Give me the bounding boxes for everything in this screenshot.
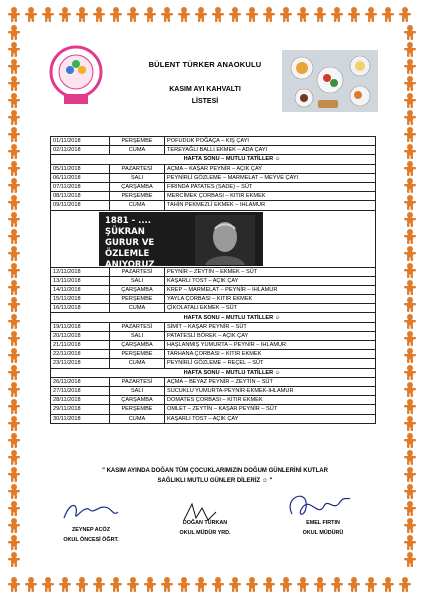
gingerbread-figure-icon <box>404 450 416 465</box>
gingerbread-figure-icon <box>8 178 20 193</box>
menu-item: SİMİT – KAŞAR PEYNİR – SÜT <box>165 322 376 331</box>
gingerbread-figure-icon <box>404 93 416 108</box>
gingerbread-figure-icon <box>280 577 292 592</box>
menu-item: SUCUKLU YUMURTA-PEYNİR-EKMEK-IHLAMUR <box>165 386 376 395</box>
gingerbread-figure-icon <box>8 484 20 499</box>
gingerbread-figure-icon <box>161 7 173 22</box>
menu-item: TEREYAĞLI BALLI EKMEK – ADA ÇAYI <box>165 146 376 155</box>
menu-date: 27/11/2018 <box>51 386 110 395</box>
gingerbread-figure-icon <box>404 501 416 516</box>
gingerbread-figure-icon <box>404 314 416 329</box>
menu-row <box>51 164 376 173</box>
menu-day: ÇARŞAMBA <box>110 285 165 294</box>
gingerbread-figure-icon <box>76 577 88 592</box>
menu-row <box>51 304 376 313</box>
weekend-row <box>51 155 376 164</box>
gingerbread-figure-icon <box>404 518 416 533</box>
signature-1-scribble <box>60 498 120 526</box>
gingerbread-figure-icon <box>178 7 190 22</box>
gingerbread-figure-icon <box>404 263 416 278</box>
menu-date: 06/11/2018 <box>51 173 110 182</box>
gingerbread-figure-icon <box>404 229 416 244</box>
gingerbread-figure-icon <box>348 577 360 592</box>
gingerbread-figure-icon <box>246 7 258 22</box>
menu-date: 15/11/2018 <box>51 295 110 304</box>
gingerbread-figure-icon <box>8 501 20 516</box>
menu-day: CUMA <box>110 146 165 155</box>
gingerbread-figure-icon <box>212 577 224 592</box>
gingerbread-figure-icon <box>404 535 416 550</box>
banner-line: 1881 - .... <box>105 215 152 226</box>
menu-row <box>51 396 376 405</box>
menu-day: CUMA <box>110 414 165 423</box>
gingerbread-figure-icon <box>382 7 394 22</box>
banner-line: ANIYORUZ <box>105 259 155 266</box>
gingerbread-figure-icon <box>404 178 416 193</box>
gingerbread-figure-icon <box>178 577 190 592</box>
gingerbread-figure-icon <box>8 331 20 346</box>
gingerbread-figure-icon <box>8 59 20 74</box>
menu-day: PAZARTESİ <box>110 267 165 276</box>
gingerbread-figure-icon <box>280 7 292 22</box>
banner-line: ÖZLEMLE <box>105 248 150 259</box>
gingerbread-figure-icon <box>314 577 326 592</box>
menu-date: 20/11/2018 <box>51 331 110 340</box>
menu-day: PERŞEMBE <box>110 192 165 201</box>
gingerbread-figure-icon <box>59 7 71 22</box>
gingerbread-figure-icon <box>8 246 20 261</box>
gingerbread-figure-icon <box>404 399 416 414</box>
menu-row <box>51 173 376 182</box>
gingerbread-figure-icon <box>404 25 416 40</box>
gingerbread-figure-icon <box>8 7 20 22</box>
menu-date: 02/11/2018 <box>51 146 110 155</box>
gingerbread-figure-icon <box>8 263 20 278</box>
commemoration-banner <box>99 212 263 266</box>
gingerbread-figure-icon <box>8 416 20 431</box>
gingerbread-figure-icon <box>365 577 377 592</box>
menu-date: 29/11/2018 <box>51 405 110 414</box>
gingerbread-figure-icon <box>229 7 241 22</box>
menu-date: 05/11/2018 <box>51 164 110 173</box>
menu-date: 08/11/2018 <box>51 192 110 201</box>
gingerbread-figure-icon <box>76 7 88 22</box>
gingerbread-figure-icon <box>404 195 416 210</box>
signature-title: OKUL ÖNCESİ ÖĞRT. <box>63 537 119 543</box>
menu-date: 14/11/2018 <box>51 285 110 294</box>
commemoration-banner-cell <box>51 210 376 267</box>
gingerbread-figure-icon <box>42 577 54 592</box>
gingerbread-figure-icon <box>8 382 20 397</box>
menu-row <box>51 350 376 359</box>
gingerbread-figure-icon <box>8 144 20 159</box>
menu-item: YAYLA ÇORBASI – KITIR EKMEK <box>165 295 376 304</box>
weekend-row <box>51 313 376 322</box>
menu-date: 13/11/2018 <box>51 276 110 285</box>
commemoration-banner-row <box>51 210 376 267</box>
gingerbread-figure-icon <box>8 467 20 482</box>
banner-text <box>105 216 155 266</box>
menu-item: KAŞARLI TOST – AÇIK ÇAY <box>165 276 376 285</box>
menu-item: MERCİMEK ÇORBASI – KITIR EKMEK <box>165 192 376 201</box>
gingerbread-figure-icon <box>404 246 416 261</box>
menu-day: PERŞEMBE <box>110 405 165 414</box>
gingerbread-figure-icon <box>382 577 394 592</box>
gingerbread-figure-icon <box>404 144 416 159</box>
gingerbread-figure-icon <box>110 7 122 22</box>
gingerbread-figure-icon <box>404 416 416 431</box>
menu-day: ÇARŞAMBA <box>110 182 165 191</box>
signature-name: ZEYNEP ACÖZ <box>71 527 111 533</box>
gingerbread-figure-icon <box>297 577 309 592</box>
menu-day: ÇARŞAMBA <box>110 341 165 350</box>
signature-block-3 <box>278 520 368 536</box>
menu-day: PAZARTESİ <box>110 164 165 173</box>
menu-day: PERŞEMBE <box>110 295 165 304</box>
menu-date: 30/11/2018 <box>51 414 110 423</box>
menu-row <box>51 285 376 294</box>
menu-item: POFUDUK POĞAÇA – KIŞ ÇAYI <box>165 137 376 146</box>
gingerbread-figure-icon <box>8 399 20 414</box>
gingerbread-figure-icon <box>8 161 20 176</box>
menu-row <box>51 341 376 350</box>
gingerbread-figure-icon <box>404 297 416 312</box>
gingerbread-figure-icon <box>314 7 326 22</box>
school-name: BÜLENT TÜRKER ANAOKULU <box>148 60 262 69</box>
gingerbread-figure-icon <box>8 110 20 125</box>
menu-day: CUMA <box>110 359 165 368</box>
signature-block-2 <box>160 520 250 536</box>
menu-item: FIRINDA PATATES (SADE) – SÜT <box>165 182 376 191</box>
menu-date: 01/11/2018 <box>51 137 110 146</box>
menu-row <box>51 405 376 414</box>
gingerbread-figure-icon <box>110 577 122 592</box>
menu-item: HAŞLANMIŞ YUMURTA – PEYNİR – IHLAMUR <box>165 341 376 350</box>
menu-date: 21/11/2018 <box>51 341 110 350</box>
menu-day: SALI <box>110 331 165 340</box>
menu-row <box>51 414 376 423</box>
gingerbread-figure-icon <box>263 577 275 592</box>
gingerbread-figure-icon <box>404 433 416 448</box>
menu-row <box>51 267 376 276</box>
menu-item: ÇİKOLATALI EKMEK – SÜT <box>165 304 376 313</box>
gingerbread-figure-icon <box>8 365 20 380</box>
gingerbread-figure-icon <box>93 7 105 22</box>
gingerbread-figure-icon <box>297 7 309 22</box>
menu-row <box>51 192 376 201</box>
menu-date: 09/11/2018 <box>51 201 110 210</box>
gingerbread-figure-icon <box>8 450 20 465</box>
gingerbread-figure-icon <box>365 7 377 22</box>
menu-row <box>51 377 376 386</box>
menu-row <box>51 201 376 210</box>
menu-day: CUMA <box>110 304 165 313</box>
signature-name: EMEL FIRTIN <box>306 520 340 526</box>
gingerbread-figure-icon <box>404 365 416 380</box>
menu-item: PEYNİRLİ GÖZLEME – MARMELAT – MEYVE ÇAYI <box>165 173 376 182</box>
gingerbread-figure-icon <box>404 59 416 74</box>
gingerbread-figure-icon <box>404 127 416 142</box>
menu-row <box>51 276 376 285</box>
weekend-row <box>51 368 376 377</box>
menu-date: 19/11/2018 <box>51 322 110 331</box>
gingerbread-figure-icon <box>212 7 224 22</box>
weekend-text: HAFTA SONU – MUTLU TATİLLER ☺ <box>51 155 376 164</box>
gingerbread-figure-icon <box>404 280 416 295</box>
menu-day: SALI <box>110 276 165 285</box>
menu-item: TAHİN PEKMEZLİ EKMEK – IHLAMUR <box>165 201 376 210</box>
gingerbread-figure-icon <box>25 7 37 22</box>
signature-title: OKUL MÜDÜR YRD. <box>179 530 231 536</box>
gingerbread-figure-icon <box>8 535 20 550</box>
gingerbread-figure-icon <box>42 7 54 22</box>
menu-row <box>51 359 376 368</box>
weekend-text: HAFTA SONU – MUTLU TATİLLER ☺ <box>51 368 376 377</box>
banner-line: GURUR VE <box>105 237 155 248</box>
gingerbread-figure-icon <box>404 76 416 91</box>
menu-item: DOMATES ÇORBASI – KITIR EKMEK <box>165 396 376 405</box>
gingerbread-figure-icon <box>246 577 258 592</box>
gingerbread-figure-icon <box>8 229 20 244</box>
menu-item: PEYNİR – ZEYTİN – EKMEK – SÜT <box>165 267 376 276</box>
menu-row <box>51 182 376 191</box>
gingerbread-figure-icon <box>8 25 20 40</box>
banner-line: ŞÜKRAN <box>105 226 145 237</box>
menu-day: CUMA <box>110 201 165 210</box>
gingerbread-figure-icon <box>8 195 20 210</box>
gingerbread-figure-icon <box>404 110 416 125</box>
page-title-line2: LİSTESİ <box>191 98 219 105</box>
gingerbread-figure-icon <box>404 212 416 227</box>
gingerbread-figure-icon <box>8 93 20 108</box>
menu-day: SALI <box>110 386 165 395</box>
menu-item: OMLET – ZEYTİN – KAŞAR PEYNİR – SÜT <box>165 405 376 414</box>
menu-item: KAŞARLI TOST – AÇIK ÇAY <box>165 414 376 423</box>
gingerbread-figure-icon <box>8 577 20 592</box>
menu-date: 22/11/2018 <box>51 350 110 359</box>
menu-day: PERŞEMBE <box>110 350 165 359</box>
menu-row <box>51 386 376 395</box>
gingerbread-figure-icon <box>8 76 20 91</box>
gingerbread-figure-icon <box>404 382 416 397</box>
school-logo-icon <box>48 44 104 108</box>
gingerbread-figure-icon <box>8 297 20 312</box>
breakfast-menu-table <box>50 136 376 424</box>
menu-day: PAZARTESİ <box>110 377 165 386</box>
portrait-image <box>195 215 255 265</box>
gingerbread-figure-icon <box>404 348 416 363</box>
gingerbread-figure-icon <box>8 212 20 227</box>
gingerbread-figure-icon <box>195 577 207 592</box>
gingerbread-figure-icon <box>8 552 20 567</box>
menu-row <box>51 146 376 155</box>
menu-row <box>51 295 376 304</box>
menu-date: 16/11/2018 <box>51 304 110 313</box>
menu-date: 28/11/2018 <box>51 396 110 405</box>
menu-row <box>51 322 376 331</box>
menu-date: 26/11/2018 <box>51 377 110 386</box>
menu-item: KREP – MARMELAT – PEYNİR – IHLAMUR <box>165 285 376 294</box>
gingerbread-figure-icon <box>161 577 173 592</box>
gingerbread-figure-icon <box>195 7 207 22</box>
gingerbread-figure-icon <box>25 577 37 592</box>
menu-item: PEYNİRLİ GÖZLEME – REÇEL – SÜT <box>165 359 376 368</box>
gingerbread-figure-icon <box>144 577 156 592</box>
gingerbread-figure-icon <box>8 433 20 448</box>
menu-item: AÇMA – KAŞAR PEYNİR – AÇIK ÇAY <box>165 164 376 173</box>
gingerbread-figure-icon <box>404 467 416 482</box>
gingerbread-figure-icon <box>331 7 343 22</box>
menu-row <box>51 137 376 146</box>
gingerbread-figure-icon <box>399 577 411 592</box>
gingerbread-figure-icon <box>229 577 241 592</box>
menu-day: ÇARŞAMBA <box>110 396 165 405</box>
gingerbread-figure-icon <box>404 552 416 567</box>
gingerbread-figure-icon <box>127 577 139 592</box>
menu-row <box>51 331 376 340</box>
menu-item: PATATESLİ BÖREK – AÇIK ÇAY <box>165 331 376 340</box>
gingerbread-figure-icon <box>8 314 20 329</box>
gingerbread-figure-icon <box>59 577 71 592</box>
weekend-text: HAFTA SONU – MUTLU TATİLLER ☺ <box>51 313 376 322</box>
gingerbread-figure-icon <box>8 127 20 142</box>
signature-name: DOĞAN TÜRKAN <box>182 520 228 526</box>
gingerbread-figure-icon <box>263 7 275 22</box>
menu-date: 07/11/2018 <box>51 182 110 191</box>
menu-item: AÇMA – BEYAZ PEYNİR – ZEYTİN – SÜT <box>165 377 376 386</box>
gingerbread-figure-icon <box>144 7 156 22</box>
gingerbread-figure-icon <box>127 7 139 22</box>
gingerbread-figure-icon <box>8 42 20 57</box>
gingerbread-figure-icon <box>404 331 416 346</box>
gingerbread-figure-icon <box>8 280 20 295</box>
gingerbread-figure-icon <box>404 484 416 499</box>
birthday-note-line2: SAĞLIKLI MUTLU GÜNLER DİLERİZ ☺ " <box>157 478 273 484</box>
menu-date: 12/11/2018 <box>51 267 110 276</box>
menu-day: SALI <box>110 173 165 182</box>
signature-title: OKUL MÜDÜRÜ <box>302 530 344 536</box>
gingerbread-figure-icon <box>8 348 20 363</box>
gingerbread-figure-icon <box>399 7 411 22</box>
menu-day: PAZARTESİ <box>110 322 165 331</box>
gingerbread-figure-icon <box>404 42 416 57</box>
gingerbread-figure-icon <box>93 577 105 592</box>
gingerbread-figure-icon <box>8 518 20 533</box>
menu-item: TARHANA ÇORBASI – KITIR EKMEK <box>165 350 376 359</box>
menu-day: PERŞEMBE <box>110 137 165 146</box>
gingerbread-figure-icon <box>404 161 416 176</box>
gingerbread-figure-icon <box>331 577 343 592</box>
gingerbread-figure-icon <box>348 7 360 22</box>
birthday-note-line1: " KASIM AYINDA DOĞAN TÜM ÇOCUKLARIMIZIN DOĞUM GÜNLERİNİ KUTLAR <box>102 468 328 474</box>
menu-date: 23/11/2018 <box>51 359 110 368</box>
signature-block-1 <box>46 527 136 543</box>
breakfast-photo <box>282 50 378 112</box>
page-title-line1: KASIM AYI KAHVALTI <box>169 86 241 93</box>
